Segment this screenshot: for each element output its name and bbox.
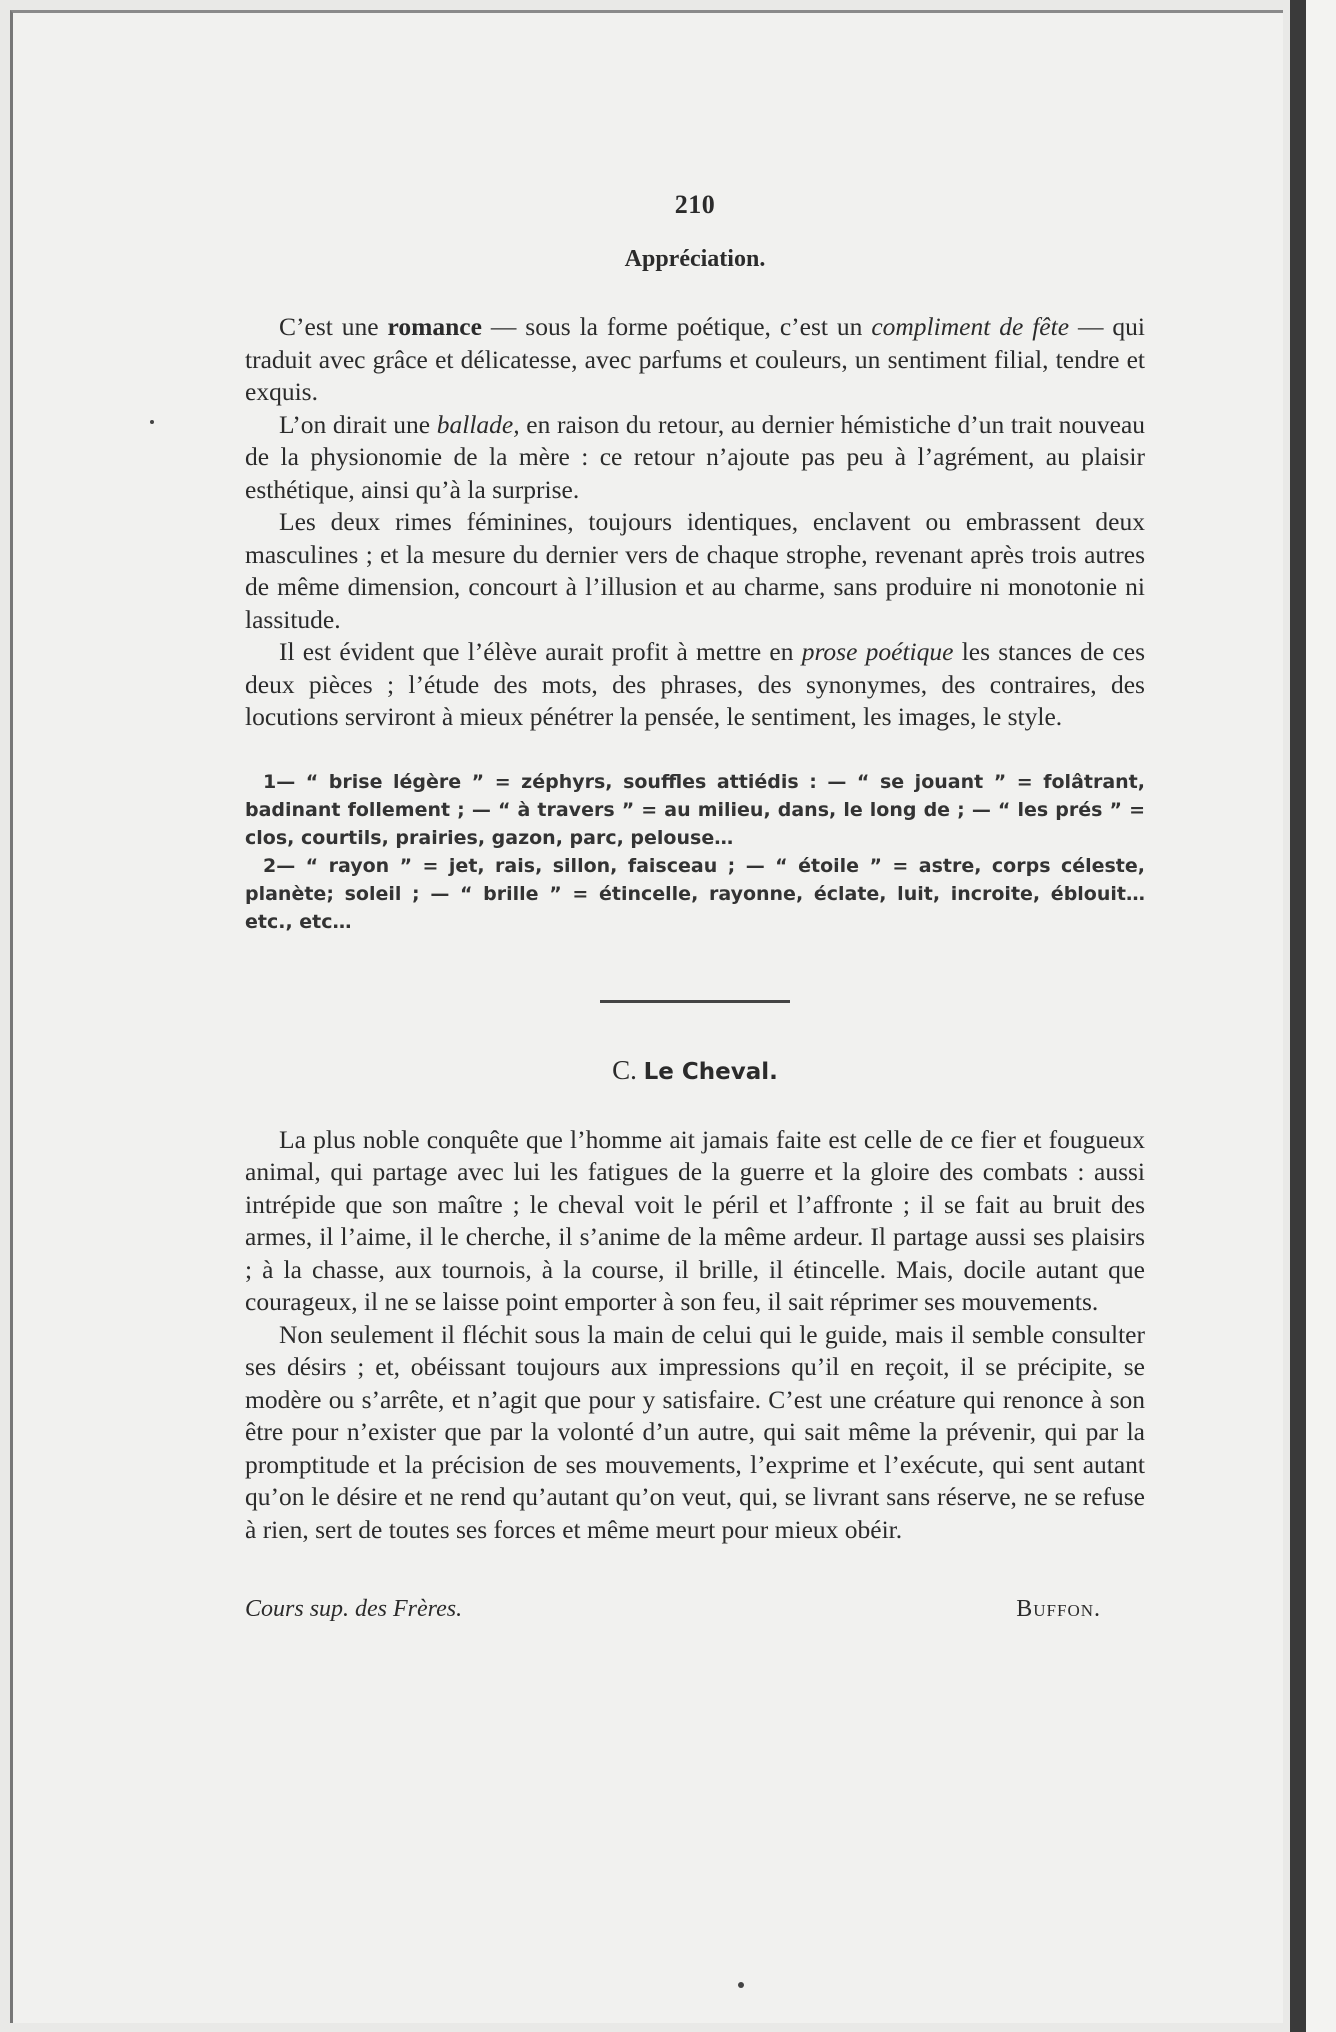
speck (150, 420, 154, 424)
note-1: 1— “ brise légère ” = zéphyrs, souffles attiédis : — “ se jouant ” = folâtrant, badinant follement ; — “ à travers ” = au milieu, dans, le long de ; — “ les prés ” = clos, courtils, prairies, gazon, parc, pelouse… (245, 770, 1145, 849)
source-footer (245, 1596, 1145, 1623)
speck (738, 1982, 744, 1988)
italic-term: prose poétique (801, 637, 954, 666)
appreciation-paragraph: Il est évident que l’élève aurait profit à mettre en prose poétique les stances de ces deux pièces ; l’étude des mots, des phrases, des synonymes, des contraires, des locutions serviront à mieux pénétrer la pensée, le sentiment, les images, le style. (245, 637, 1145, 731)
next-page-margin (1306, 0, 1336, 2032)
note-2: 2— “ rayon ” = jet, rais, sillon, faisceau ; — “ étoile ” = astre, corps céleste, planète; soleil ; — “ brille ” = étincelle, rayonne, éclate, luit, incroite, éblouit… etc., etc… (245, 854, 1145, 933)
section-divider (600, 1000, 790, 1003)
appreciation-paragraph: Les deux rimes féminines, toujours identiques, enclavent ou embrassent deux masculines ; et la mesure du dernier vers de chaque strophe, revenant après trois autres de même dimension, concourt à l’illusion et au charme, sans produire ni monotonie ni lassitude. (245, 507, 1145, 634)
page-content (245, 190, 1145, 1623)
cheval-title: C. Le Cheval. (612, 1054, 778, 1085)
bold-term: romance (387, 312, 482, 341)
cheval-paragraph: La plus noble conquête que l’homme ait jamais faite est celle de ce fier et fougueux animal, qui partage avec lui les fatigues de la guerre et la gloire des combats : aussi intrépide que son maître ; le cheval voit le péril et l’affronte ; il se fait au bruit des armes, il l’aime, il le cherche, il s’anime de la même ardeur. Il partage aussi ses plaisirs ; à la chasse, aux tournois, à la course, il brille, il étincelle. Mais, docile autant que courageux, il ne se laisse point emporter à son feu, il sait réprimer ses mouvements. (245, 1124, 1145, 1316)
page-number: 210 (674, 190, 716, 219)
italic-term: ballade, (436, 409, 520, 439)
italic-term: compliment de fête (871, 312, 1070, 341)
appreciation-paragraph: L’on dirait une ballade, en raison du retour, au dernier hémistiche d’un trait nouveau de la physionomie de la mère : ce retour n’ajoute pas peu à l’agrément, au plaisir esthétique, ainsi qu’à la surprise. (245, 409, 1146, 504)
cheval-paragraph: Non seulement il fléchit sous la main de celui qui le guide, mais il semble consulter ses désirs ; et, obéissant toujours aux impressions qu’il en reçoit, il se précipite, se modère ou s’arrête, et n’agit que pour y satisfaire. C’est une créature qui renonce à son être pour n’exister que par la volonté d’un autre, qui sait même la prévenir, qui par la promptitude et la précision de ses mouvements, l’exprime et l’exécute, qui sent autant qu’on le désire et ne rend qu’autant qu’on veut, qui, se livrant sans réserve, ne se refuse à rien, sert de toutes ses forces et même meurt pour mieux obéir. (245, 1319, 1145, 1544)
appreciation-title: Appréciation. (624, 246, 766, 272)
author-name: Buffon. (1016, 1596, 1101, 1622)
vocabulary-notes (245, 768, 1145, 936)
scan-edge (1290, 0, 1306, 2032)
appreciation-paragraph: C’est une romance — sous la forme poétique, c’est un compliment de fête — qui traduit avec grâce et délicatesse, avec parfums et couleurs, un sentiment filial, tendre et exquis. (245, 312, 1145, 406)
source-citation: Cours sup. des Frères. (245, 1596, 463, 1622)
